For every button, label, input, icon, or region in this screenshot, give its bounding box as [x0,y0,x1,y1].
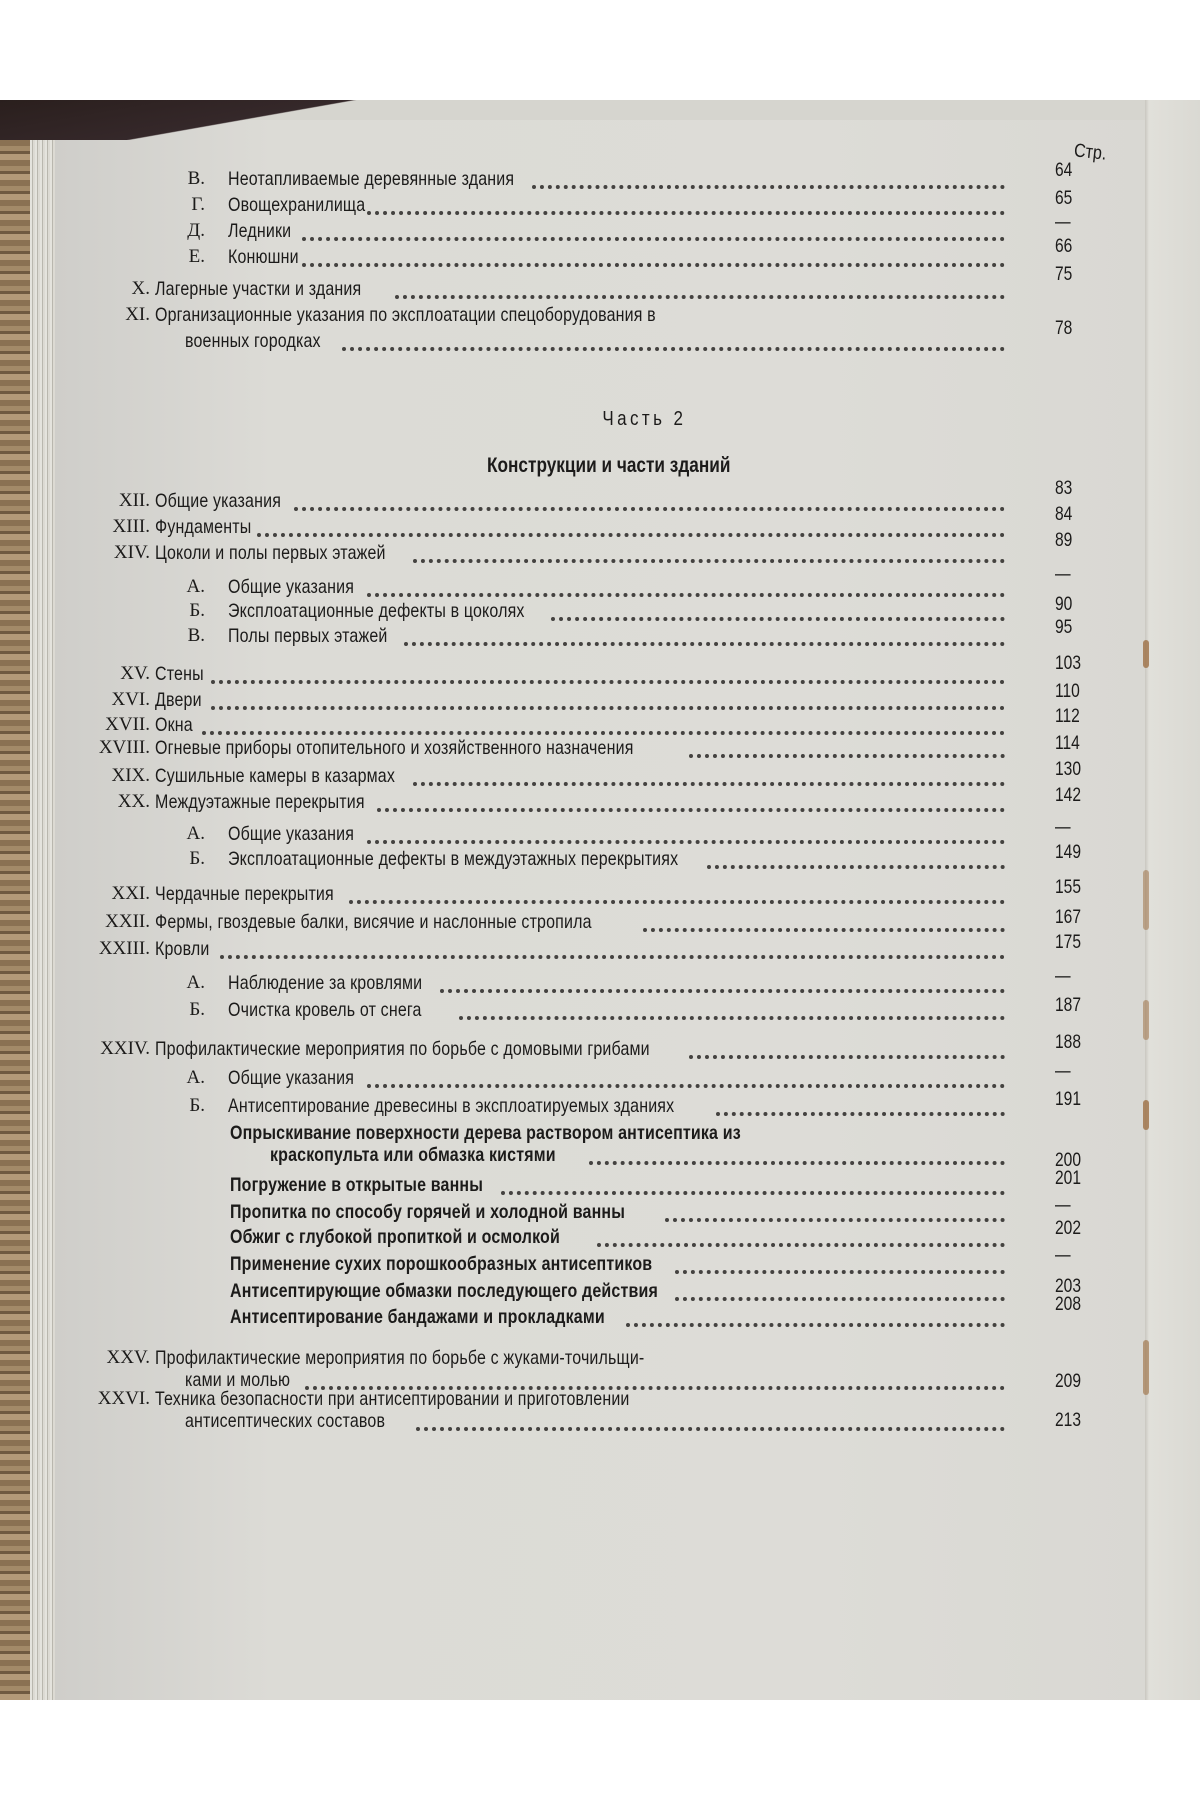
dot-leader [597,1239,1005,1247]
toc-entry [55,304,1200,352]
toc-entry-page: 203 [1055,1276,1081,1297]
toc-entry-page: 103 [1055,653,1081,674]
dot-leader [689,1051,1005,1059]
dot-leader [367,1080,1005,1088]
paper-stain [1143,1100,1149,1130]
dot-leader [675,1266,1005,1274]
toc-entry-number: А. [186,972,205,993]
toc-entry-number: Б. [189,999,205,1020]
toc-entry-title: Чердачные перекрытия [155,883,334,905]
toc-entry-number: XI. [125,304,150,325]
toc-entry-title: Сушильные камеры в казармах [155,765,396,787]
toc-entry-title: Огневые приборы отопительного и хозяйственного назначения [155,737,634,759]
toc-entry-number: А. [186,823,205,844]
dot-leader [665,1214,1005,1222]
toc-entry-number: XIV. [113,542,150,563]
toc-entry-title: Профилактические мероприятия по борьбе с домовыми грибами [155,1038,650,1060]
part-label: Часть 2 [602,408,687,430]
dot-leader [413,778,1005,786]
toc-entry-page: 110 [1055,681,1080,702]
dot-leader [302,259,1005,267]
toc-entry-number: Б. [189,848,205,869]
dot-leader [551,613,1005,621]
toc-entry-page: 112 [1055,706,1080,727]
toc-entry-page: — [1055,1195,1071,1216]
book-cover-top [0,100,360,140]
dot-leader [395,291,1005,299]
toc-entry-title: Профилактические мероприятия по борьбе с жуками-точильщи- [155,1347,645,1369]
dot-leader [302,233,1005,241]
toc-entry-page: 78 [1055,318,1073,339]
toc-entry-number: XX. [117,791,150,812]
toc-entry-title: Опрыскивание поверхности дерева раствором антисептика из [230,1122,741,1144]
toc-entry-number: XV. [120,663,150,684]
toc-entry-page: 89 [1055,530,1073,551]
toc-entry-number: XXI. [111,883,150,904]
dot-leader [532,181,1005,189]
dot-leader [643,924,1005,932]
toc-entry [55,594,1200,628]
toc-entry [55,1061,1200,1095]
toc-entry-page: 167 [1055,907,1081,928]
dot-leader [459,1012,1005,1020]
toc-entry-page: 187 [1055,995,1081,1016]
toc-entry-title: Неотапливаемые деревянные здания [228,168,515,190]
toc-entry [55,1388,1200,1432]
toc-entry [55,530,1200,570]
toc-entry-page: 65 [1055,188,1073,209]
dot-leader [211,676,1005,684]
dot-leader [440,985,1005,993]
toc-entry-title: Фундаменты [155,516,252,538]
toc-entry-title-continued: краскопульта или обмазка кистями [270,1144,556,1166]
dot-leader [367,207,1005,215]
dot-leader [367,836,1005,844]
toc-entry-title: Овощехранилища [228,194,366,216]
toc-entry-title: Окна [155,714,193,736]
toc-entry-page: 201 [1055,1168,1081,1189]
toc-entry-number: XXIV. [100,1038,150,1059]
toc-entry-title: Цоколи и полы первых этажей [155,542,386,564]
dot-leader [416,1423,1005,1431]
dot-leader [294,503,1005,511]
toc-entry-page: 188 [1055,1032,1081,1053]
toc-entry [55,907,1200,939]
toc-entry-number: Д. [187,220,205,241]
toc-entry-page: — [1055,212,1071,233]
toc-entry [55,733,1200,765]
toc-entry-number: В. [187,168,205,189]
toc-entry-title: Обжиг с глубокой пропиткой и осмолкой [230,1226,560,1248]
toc-entry [55,478,1200,518]
toc-entry-number: XVII. [105,714,150,735]
toc-entry [55,1089,1200,1123]
toc-entry [55,681,1200,717]
dot-leader [377,804,1005,812]
toc-entry-page: 66 [1055,236,1073,257]
toc-entry [55,1218,1200,1254]
toc-entry [55,1032,1200,1066]
paper-stain [1143,640,1149,668]
toc-entry-title: Антисептирующие обмазки последующего действия [230,1280,658,1302]
dot-leader [404,638,1005,646]
toc-entry-page: 95 [1055,617,1073,638]
toc-entry-page: 90 [1055,594,1073,615]
toc-entry-page: — [1055,817,1071,838]
toc-entry [55,264,1200,306]
toc-entry-number: Б. [189,600,205,621]
toc-entry [55,236,1200,274]
dot-leader [626,1319,1005,1327]
toc-entry-title: Пропитка по способу горячей и холодной ванны [230,1201,626,1223]
toc-entry-title: Эксплоатационные дефекты в цоколях [228,600,525,622]
toc-entry-page: — [1055,1061,1071,1082]
toc-entry-title: Двери [155,689,202,711]
toc-entry-number: XII. [118,490,150,511]
dot-leader [211,702,1005,710]
toc-entry [55,817,1200,851]
toc-entry [55,877,1200,911]
toc-entry [55,759,1200,793]
toc-entry-title: Кровли [155,938,210,960]
paper-stain [1143,1000,1149,1040]
toc-entry-number: XIX. [111,765,150,786]
toc-entry [55,1168,1200,1202]
toc-entry-title: Междуэтажные перекрытия [155,791,365,813]
toc-entry-number: Е. [188,246,205,267]
paper-stain [1143,870,1149,930]
toc-entry-page: 84 [1055,504,1073,525]
toc-entry-page: 142 [1055,785,1081,806]
toc-entry-number: XXVI. [97,1388,150,1409]
toc-entry-number: Б. [189,1095,205,1116]
dot-leader [342,343,1005,351]
part-title: Конструкции и части зданий [487,454,731,477]
toc-entry-number: X. [131,278,150,299]
toc-entry-number: XXII. [105,911,150,932]
toc-entry [55,617,1200,653]
toc-entry-page: 130 [1055,759,1081,780]
toc-entry-number: XIII. [112,516,150,537]
toc-entry-page: 114 [1055,733,1080,754]
toc-entry-page: 200 [1055,1150,1081,1171]
toc-entry-number: В. [187,625,205,646]
dot-leader [689,750,1005,758]
dot-leader [257,529,1005,537]
dot-leader [202,727,1005,735]
toc-entry-page: — [1055,966,1071,987]
toc-entry-number: XXV. [106,1347,150,1368]
toc-entry [55,212,1200,248]
paper-stain [1143,1340,1149,1395]
page-stack-edges [30,126,56,1700]
toc-entry-number: XVI. [111,689,150,710]
toc-entry-title: Ледники [228,220,292,242]
toc-page [55,120,1145,1700]
toc-entry-page: — [1055,564,1071,585]
toc-entry [55,160,1200,196]
toc-entry-page: 64 [1055,160,1073,181]
dot-leader [707,861,1005,869]
facing-page-edge [1145,100,1200,1700]
toc-entry [55,966,1200,1000]
toc-entry-title: Антисептирование древесины в эксплоатируемых зданиях [228,1095,675,1117]
toc-entry [55,842,1200,876]
toc-entry-page: 202 [1055,1218,1081,1239]
toc-entry-page: — [1055,1245,1071,1266]
toc-entry-title-continued: ками и молью [185,1369,291,1391]
toc-entry [55,653,1200,691]
toc-entry [55,1245,1200,1281]
toc-entry-title: Погружение в открытые ванны [230,1174,484,1196]
toc-entry-title-continued: антисептических составов [185,1410,386,1432]
toc-entry-number: А. [186,576,205,597]
toc-entry [55,1122,1200,1171]
book-page-photo [0,100,1200,1700]
toc-entry-title: Конюшни [228,246,299,268]
toc-entry-title: Фермы, гвоздевые балки, висячие и наслонные стропила [155,911,592,933]
toc-entry-page: 191 [1055,1089,1081,1110]
toc-entry-title: Общие указания [228,1067,355,1089]
toc-entry-title: Общие указания [228,823,355,845]
toc-entry-page: 209 [1055,1371,1081,1392]
toc-entry [55,1294,1200,1334]
toc-entry [55,188,1200,222]
toc-entry-title: Антисептирование бандажами и прокладками [230,1306,605,1328]
toc-entry [55,1347,1200,1392]
toc-entry-page: 83 [1055,478,1073,499]
toc-entry [55,504,1200,544]
toc-entry-title: Эксплоатационные дефекты в междуэтажных перекрытиях [228,848,679,870]
page-column-label: Стр. [1072,140,1108,165]
toc-entry-title: Общие указания [228,576,355,598]
toc-entry-title: Наблюдение за кровлями [228,972,423,994]
toc-entry-number: Г. [191,194,205,215]
toc-entry-title: Организационные указания по эксплоатации спецоборудования в [155,304,656,326]
toc-entry-page: 213 [1055,1410,1081,1431]
toc-entry [55,995,1200,1027]
toc-entry-page: 155 [1055,877,1081,898]
dot-leader [413,555,1005,563]
toc-entry-number: XVIII. [98,737,150,758]
toc-entry [55,785,1200,819]
dot-leader [589,1157,1005,1165]
dot-leader [349,896,1005,904]
toc-entry-title: Стены [155,663,204,685]
toc-entry-page: 149 [1055,842,1081,863]
dot-leader [675,1293,1005,1301]
toc-entry [55,1276,1200,1308]
toc-entry [55,1195,1200,1229]
toc-entry [55,932,1200,966]
toc-entry-title: Применение сухих порошкообразных антисептиков [230,1253,653,1275]
dot-leader [367,589,1005,597]
toc-entry-page: 75 [1055,264,1073,285]
toc-entry-title-continued: военных городках [185,330,321,352]
toc-entry-title: Очистка кровель от снега [228,999,422,1021]
toc-entry-page: 175 [1055,932,1081,953]
toc-entry-title: Общие указания [155,490,282,512]
toc-entry-title: Полы первых этажей [228,625,388,647]
dot-leader [501,1187,1005,1195]
toc-entry-page: 208 [1055,1294,1081,1315]
dot-leader [220,951,1005,959]
toc-entry-number: XXIII. [98,938,150,959]
toc-entry-number: А. [186,1067,205,1088]
toc-entry-title: Лагерные участки и здания [155,278,362,300]
dot-leader [716,1108,1005,1116]
toc-entry-title: Техника безопасности при антисептировании и приготовлении [155,1388,630,1410]
